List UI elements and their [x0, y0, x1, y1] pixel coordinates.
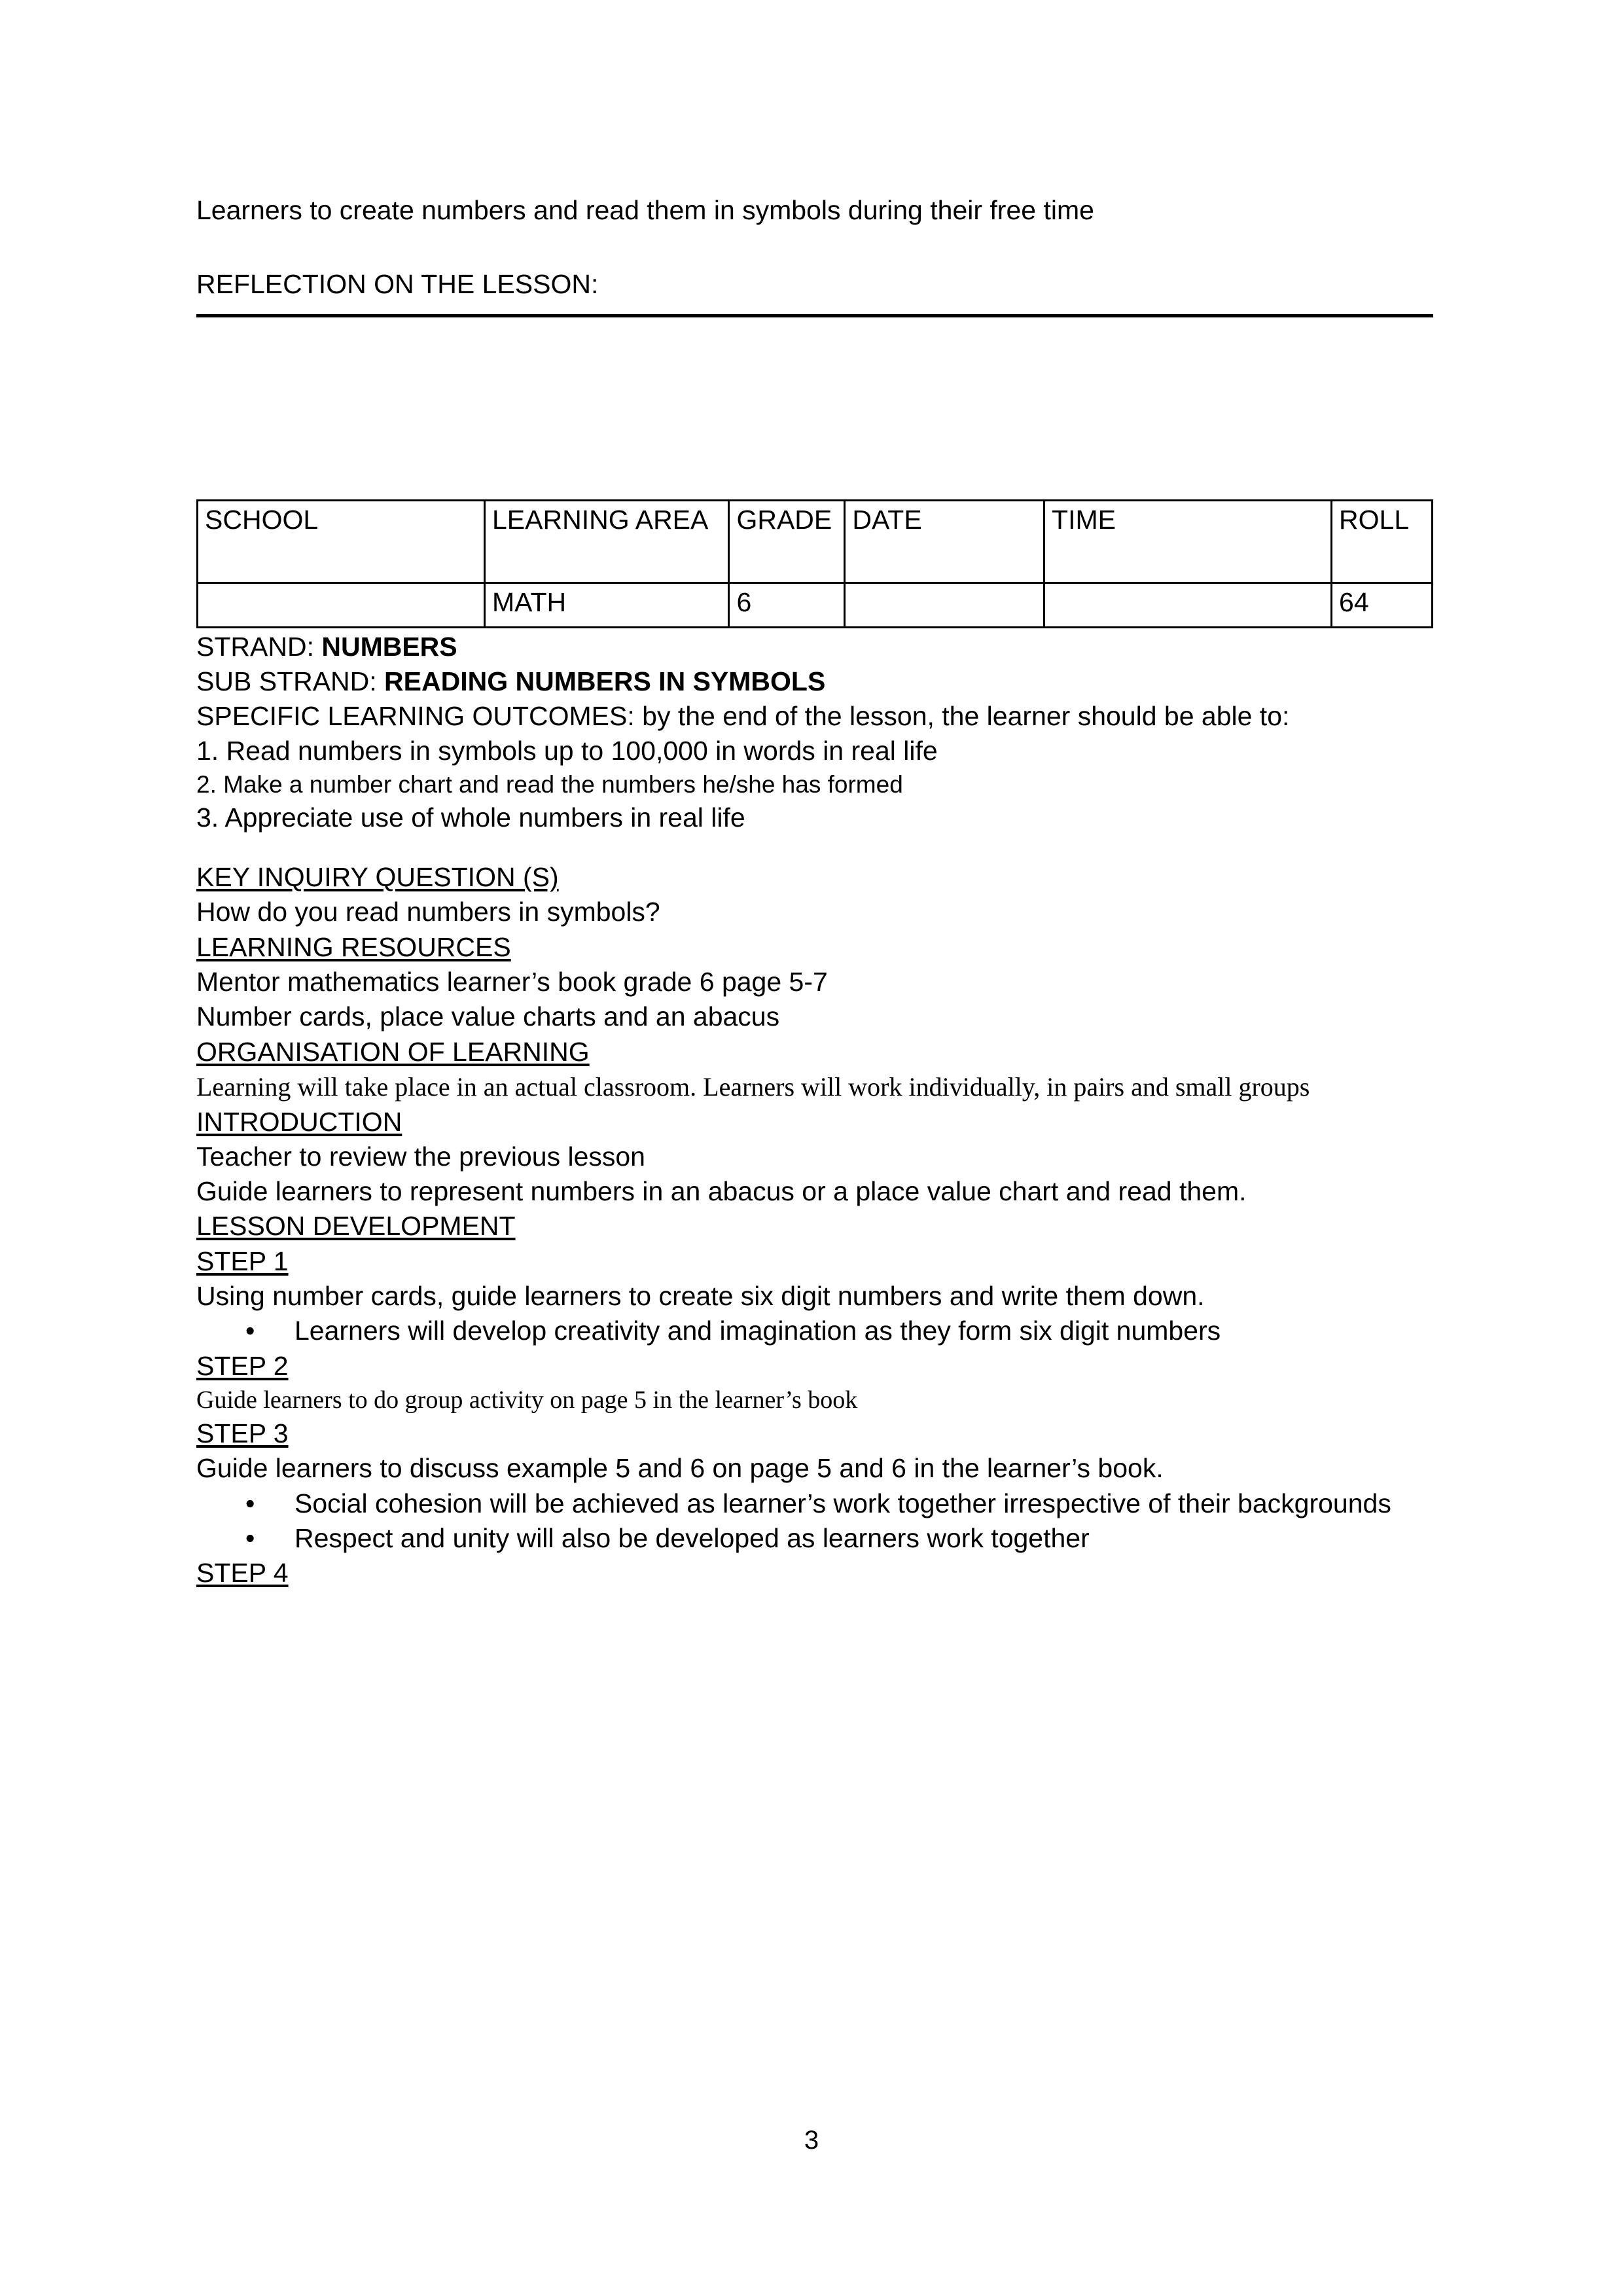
spacer [196, 228, 1433, 267]
table-row [198, 583, 1433, 627]
step-1-heading: STEP 1 [196, 1246, 289, 1276]
step-2-heading: STEP 2 [196, 1350, 289, 1381]
organisation-body: Learning will take place in an actual classroom. Learners will work individually, in pairs and small groups [196, 1071, 1310, 1102]
table-cell-school [198, 583, 485, 627]
sub-strand-label: SUB STRAND: [196, 666, 385, 696]
page-number: 3 [804, 2126, 819, 2155]
introduction-line-2: Guide learners to represent numbers in an abacus or a place value chart and read them. [196, 1176, 1247, 1207]
key-inquiry-question: How do you read numbers in symbols? [196, 897, 660, 927]
bullet-icon: • [245, 1488, 255, 1518]
strand-label: STRAND: [196, 631, 322, 662]
learning-outcomes-intro: SPECIFIC LEARNING OUTCOMES: by the end of the lesson, the learner should be able to: [196, 701, 1290, 732]
introduction-line-1: Teacher to review the previous lesson [196, 1141, 645, 1172]
table-header-row [198, 500, 1433, 583]
step-2-body: Guide learners to do group activity on page 5 in the learner’s book [196, 1386, 858, 1414]
table-cell-date [845, 583, 1044, 627]
list-item-text: Social cohesion will be achieved as learner’s work together irrespective of their backgrounds [294, 1488, 1391, 1518]
learning-resource-line-1: Mentor mathematics learner’s book grade 6 page 5-7 [196, 967, 828, 997]
introduction-heading: INTRODUCTION [196, 1106, 402, 1137]
spacer [196, 835, 1433, 860]
bullet-icon: • [245, 1522, 255, 1553]
step-3-bullet-list [196, 1486, 1433, 1556]
document-body [196, 193, 1433, 1591]
spacer-before-table [196, 317, 1433, 499]
step-1-bullet-list [196, 1314, 1433, 1348]
table-header-grade: GRADE [729, 500, 845, 583]
table-header-roll: ROLL [1332, 500, 1433, 583]
step-3-body: Guide learners to discuss example 5 and 6 on page 5 and 6 in the learner’s book. [196, 1453, 1164, 1484]
learning-outcome-3: 3. Appreciate use of whole numbers in real life [196, 802, 745, 833]
list-item [196, 1486, 1433, 1521]
strand-line [196, 630, 1433, 664]
sub-strand-value: READING NUMBERS IN SYMBOLS [384, 666, 826, 696]
table-cell-learning-area: MATH [484, 583, 728, 627]
reflection-heading: REFLECTION ON THE LESSON: [196, 269, 599, 300]
list-item [196, 1521, 1433, 1556]
table-header-learning-area: LEARNING AREA [484, 500, 728, 583]
learning-outcome-1: 1. Read numbers in symbols up to 100,000 in words in real life [196, 736, 938, 766]
list-item-text: Learners will develop creativity and imagination as they form six digit numbers [294, 1316, 1221, 1346]
sub-strand-line [196, 664, 1433, 699]
learning-resources-heading: LEARNING RESOURCES [196, 931, 511, 962]
organisation-heading: ORGANISATION OF LEARNING [196, 1036, 590, 1067]
strand-value: NUMBERS [321, 631, 457, 662]
bullet-icon: • [245, 1316, 255, 1346]
table-header-time: TIME [1044, 500, 1332, 583]
reflection-rule-wrap [196, 302, 1433, 317]
table-header-school: SCHOOL [198, 500, 485, 583]
lesson-info-table [196, 499, 1433, 628]
intro-paragraph: Learners to create numbers and read them in symbols during their free time [196, 195, 1094, 225]
learning-outcome-2: 2. Make a number chart and read the numbers he/she has formed [196, 770, 903, 798]
table-cell-time [1044, 583, 1332, 627]
key-inquiry-heading: KEY INQUIRY QUESTION (S) [196, 862, 559, 893]
step-1-body: Using number cards, guide learners to create six digit numbers and write them down. [196, 1281, 1205, 1312]
table-header-date: DATE [845, 500, 1044, 583]
list-item [196, 1314, 1433, 1348]
table-cell-grade: 6 [729, 583, 845, 627]
table-cell-roll: 64 [1332, 583, 1433, 627]
list-item-text: Respect and unity will also be developed as learners work together [294, 1522, 1090, 1553]
lesson-development-heading: LESSON DEVELOPMENT [196, 1211, 516, 1242]
learning-resource-line-2: Number cards, place value charts and an abacus [196, 1001, 780, 1032]
step-3-heading: STEP 3 [196, 1418, 289, 1449]
step-4-heading: STEP 4 [196, 1558, 289, 1588]
